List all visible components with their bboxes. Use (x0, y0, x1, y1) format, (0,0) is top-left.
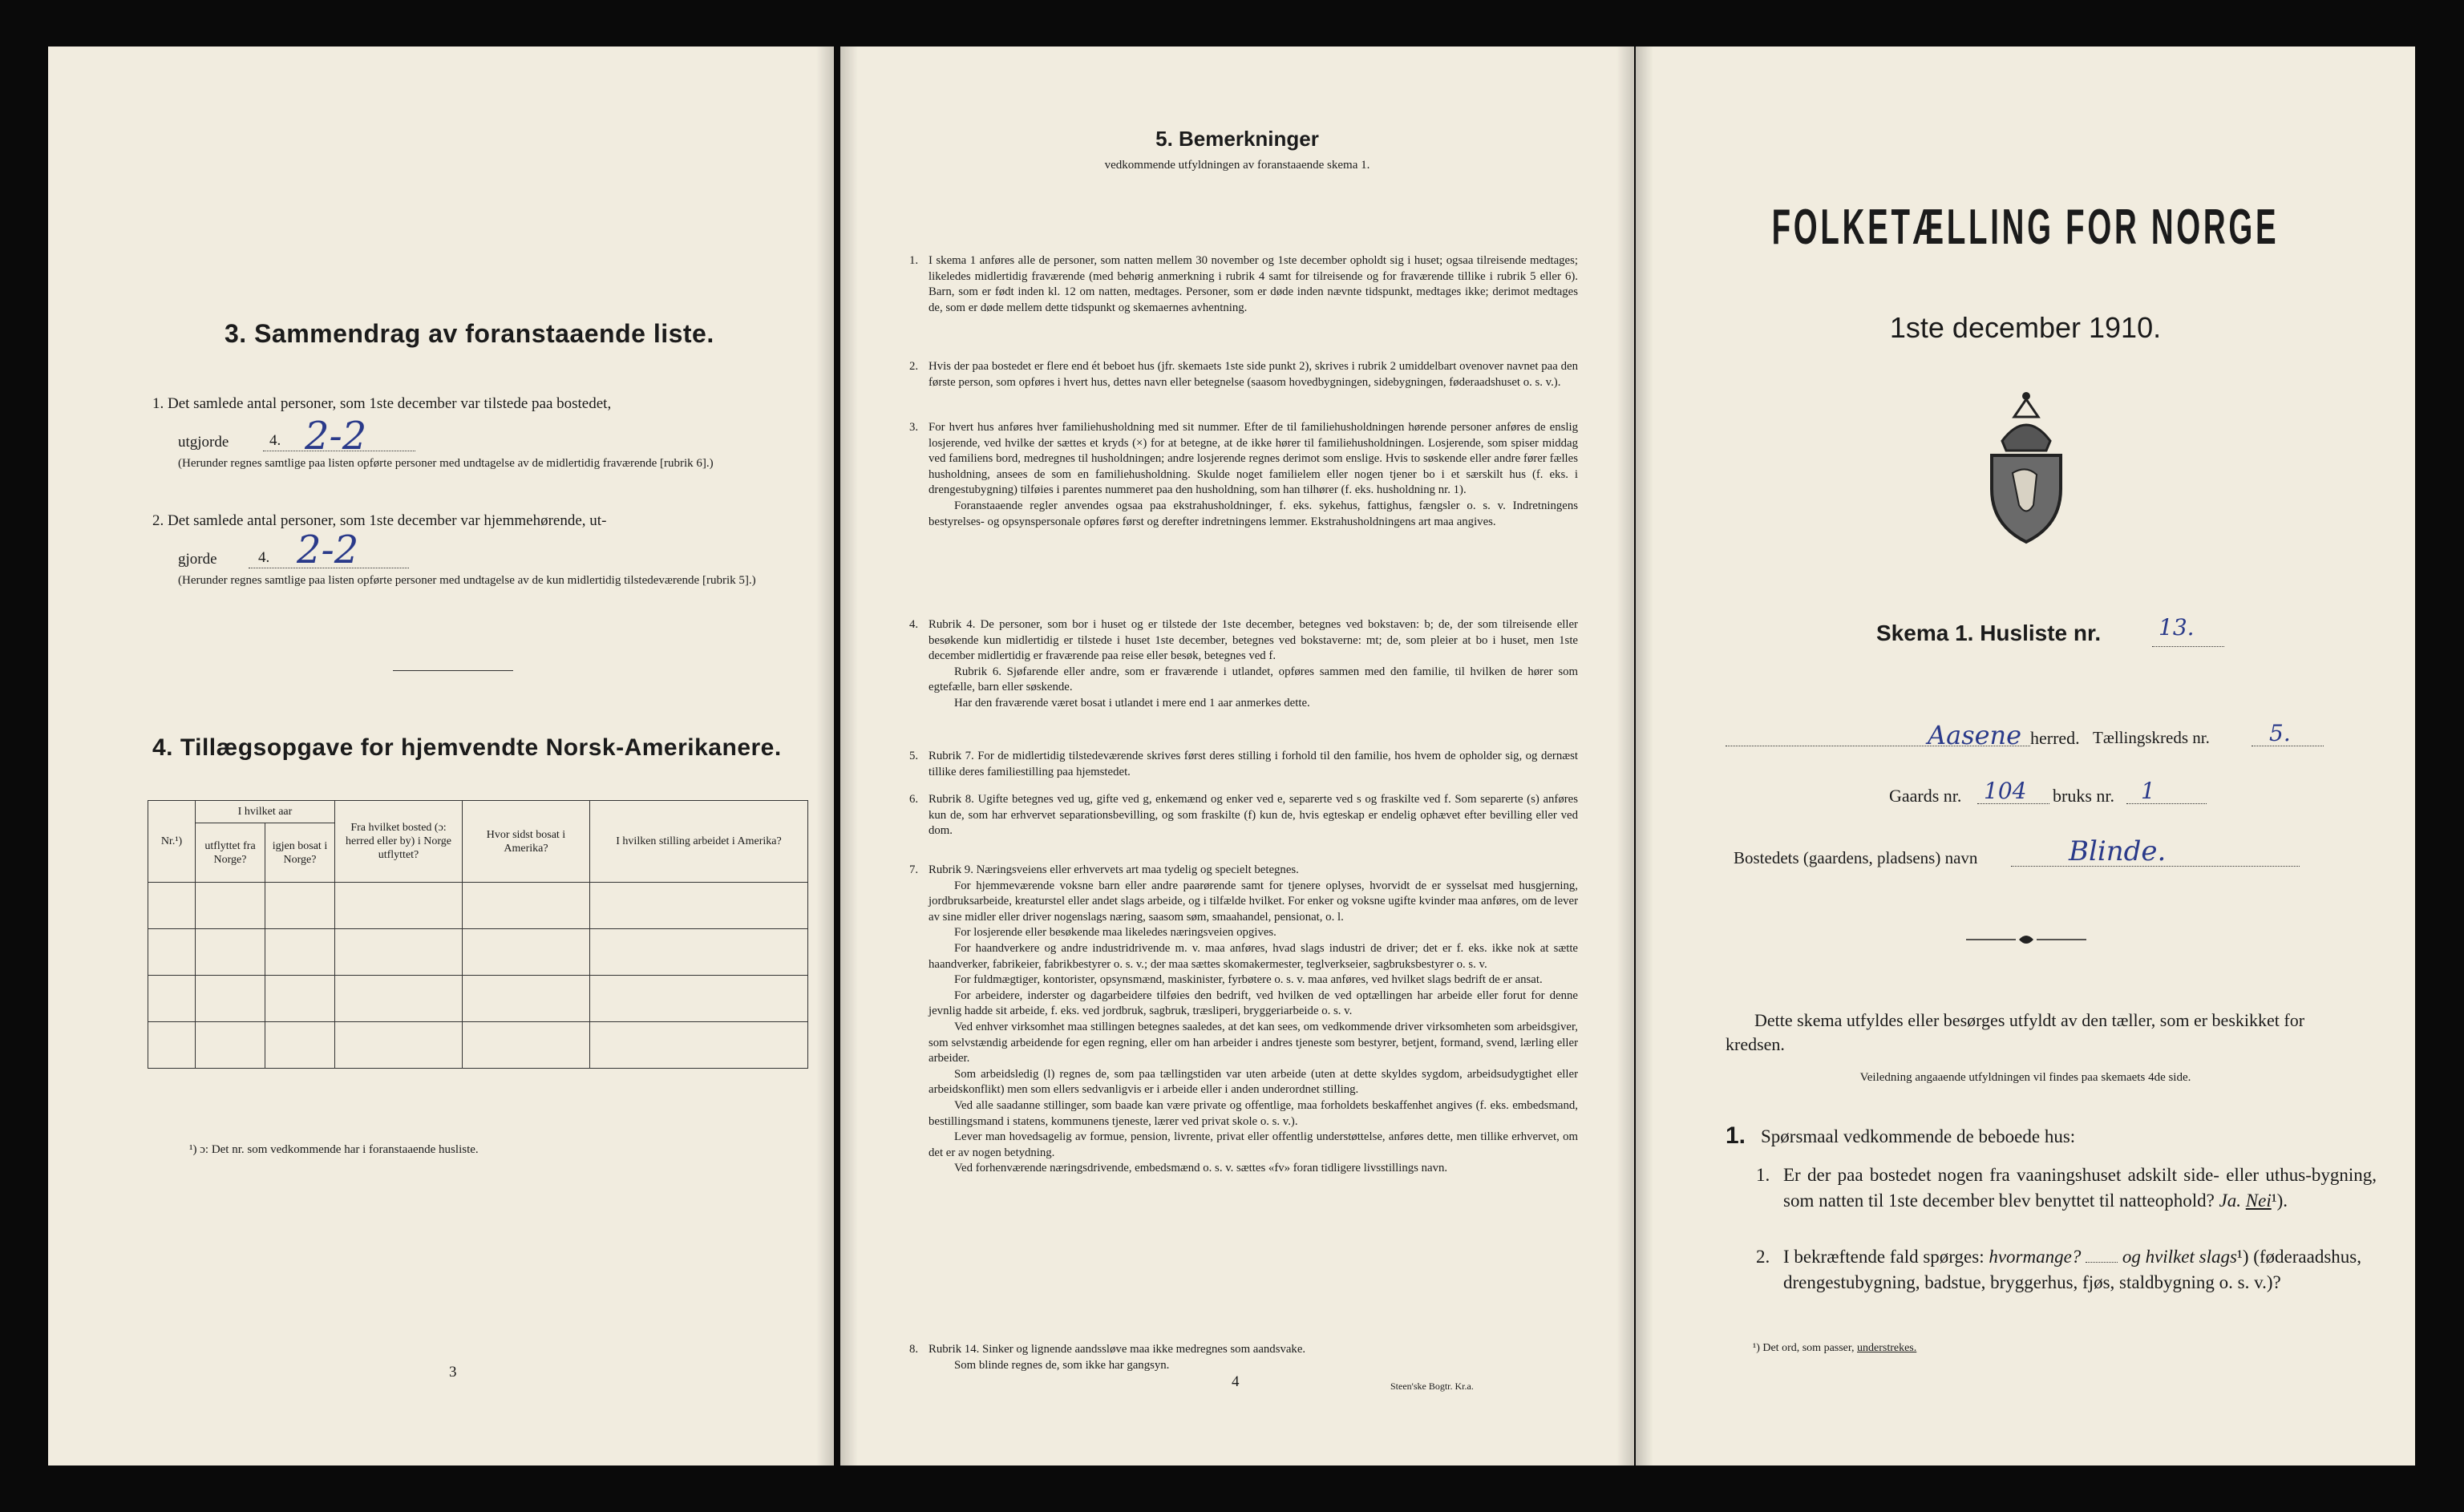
remark-paragraph: For haandverkere og andre industridrivende m. v. maa anføres, hvad slags industri de driver; det er f. eks. ikke nok at sætte haandverker, fabrikeier, fabrikbestyrer o. s. v.; der maa sættes skomakermester, teglverkseier, sagbruksbestyrer o. s. v. (929, 941, 1578, 971)
remark-item (909, 420, 1578, 530)
remark-paragraph: Rubrik 7. For de midlertidig tilstedeværende skrives først deres stilling i forhold til den familie, hos hvem de opholder sig, og dernæst tillike deres familiestilling paa hjemstedet. (929, 750, 1578, 778)
table-footnote: ¹) ɔ: Det nr. som vedkommende har i foranstaaende husliste. (189, 1143, 479, 1156)
remark-item (909, 749, 1578, 780)
question-2-fill-line (2086, 1262, 2118, 1263)
remark-number: 7. (909, 863, 919, 876)
remark-paragraph: Rubrik 6. Sjøfarende eller andre, som er fraværende i utlandet, opføres sammen med den familie, til hvilken de hører som egtefælle, barn eller søskende. (929, 665, 1578, 694)
remark-number: 6. (909, 793, 919, 806)
remark-paragraph: Rubrik 8. Ugifte betegnes ved ug, gifte ved g, enkemænd og enker ved e, separerte ved s og fraskilte ved f. Som separerte (s) anføres kun de, som har erhvervet separationsbevilling, og som fraskilte (f) kun de, hvis egteskap er endelig ophævet efter bevilling eller ved dom. (929, 793, 1578, 838)
remark-number: 8. (909, 1343, 919, 1356)
bruks-fill-line (2126, 803, 2207, 804)
notice-guidance: Veiledning angaaende utfyldningen vil findes paa skemaets 4de side. (1859, 1071, 2191, 1084)
remark-paragraph: For losjerende eller besøkende maa likeledes næringsveien opgives. (954, 926, 1277, 940)
summary-item-2-note: (Herunder regnes samtlige paa listen opførte personer med undtagelse av de kun midlertidig tilstedeværende [rubrik 5].) (178, 574, 756, 587)
kreds-value: 5. (2269, 720, 2291, 746)
page-number-middle: 4 (1232, 1373, 1240, 1390)
question-section-title: Spørsmaal vedkommende de beboede hus: (1761, 1126, 2076, 1146)
page-fold-shadow (1636, 46, 1653, 1466)
table-header-utflyttet: utflyttet fra Norge? (196, 823, 265, 883)
section-divider (393, 670, 513, 671)
bosted-label: Bostedets (gaardens, pladsens) navn (1734, 848, 1978, 867)
remark-paragraph: Som blinde regnes de, som ikke har gangsyn. (954, 1358, 1170, 1372)
norsk-amerikanere-table (148, 800, 808, 1069)
summary-item-2-prefix: gjorde (178, 551, 217, 568)
coat-of-arms-icon (1966, 385, 2086, 545)
bruks-value: 1 (2141, 778, 2155, 804)
gaards-label: Gaards nr. (1889, 786, 1962, 806)
remark-number: 2. (909, 360, 919, 373)
remark-paragraph: Ved forhenværende næringsdrivende, embedsmænd o. s. v. sættes «fv» foran tidligere livsstillings navn. (954, 1162, 1448, 1175)
question-1-block (1783, 1162, 2377, 1214)
remarks-title: 5. Bemerkninger (1155, 127, 1319, 151)
question-2-og: og hvilket slags (2122, 1247, 2237, 1267)
summary-item-1-note: (Herunder regnes samtlige paa listen opførte personer med undtagelse av de midlertidig fraværende [rubrik 6].) (178, 457, 714, 470)
question-1-sup: ¹). (2271, 1191, 2288, 1211)
remark-item (909, 1342, 1578, 1373)
kreds-label: Tællingskreds nr. (2093, 728, 2210, 747)
remark-paragraph: Foranstaaende regler anvendes ogsaa paa ekstrahusholdninger, f. eks. sykehus, fattighus, fængsler o. s. v. Indretningens bestyrelses- og opsynspersonale opføres først og derefter indretningens lemmer. Ekstrahusholdningens art maa angives. (929, 499, 1578, 528)
page-number-left: 3 (449, 1364, 457, 1381)
remark-item (909, 617, 1578, 712)
table-header-stilling: I hvilken stilling arbeidet i Amerika? (590, 801, 808, 883)
question-2-sup: ¹) (2236, 1247, 2249, 1267)
remark-item (909, 792, 1578, 839)
section-4-title: 4. Tillægsopgave for hjemvendte Norsk-Amerikanere. (152, 734, 782, 761)
remark-paragraph: Hvis der paa bostedet er flere end ét beboet hus (jfr. skemaets 1ste side punkt 2), skrives i rubrik 2 umiddelbart ovenover navnet paa den første person, som opføres i hvert hus, dettes navn eller betegnelse (saasom hovedbygningen, sidebygningen, føderaadshuset o. s. v.). (929, 360, 1578, 389)
herred-value: Aasene (1928, 720, 2022, 750)
question-1-nei: Nei (2245, 1191, 2272, 1211)
remark-paragraph: For fuldmægtiger, kontorister, opsynsmænd, maskinister, fyrbøtere o. s. v. maa anføres, ved hvilket slags bedrift de er ansat. (954, 973, 1543, 987)
document-title: FOLKETÆLLING FOR NORGE (1771, 200, 2280, 255)
summary-item-1-value: 4. (269, 432, 281, 449)
table-header-group: I hvilket aar (196, 801, 335, 823)
page-right (1636, 46, 2415, 1466)
page-fold-shadow (840, 46, 858, 1466)
remark-item (909, 253, 1578, 316)
footnote-right (1753, 1342, 1916, 1355)
table-row (148, 976, 808, 1022)
question-2-prefix: I bekræftende fald spørges: (1783, 1247, 1985, 1267)
remark-paragraph: Har den fraværende været bosat i utlandet i mere end 1 aar anmerkes dette. (954, 696, 1310, 710)
remark-paragraph: Rubrik 9. Næringsveiens eller erhvervets art maa tydelig og specielt betegnes. (929, 863, 1299, 876)
question-section-number: 1. (1726, 1122, 1746, 1149)
summary-item-2-value: 4. (258, 549, 270, 566)
remark-paragraph: For hvert hus anføres hver familiehusholdning med sit nummer. Efter de til familiehusholdningen hørende personer anføres de enslig losjerende, ved hvilke der sættes et kryds (×) for at betegne, at de ikke hører til familiehusholdningen. Losjerende, som spiser middag ved familiens bord, medregnes til husholdningen; andre losjerende regnes derimot som enslige. Hvis to søskende eller andre fører fælles husholdning, ansees de som en familiehusholdning. Skulde noget familielem eller nogen tjener bo i et særskilt hus (f. eks. i drengestubygning) tilføies i parentes nummeret paa den husholdning, som han tilhører (f. eks. husholdning nr. 1). (929, 421, 1578, 497)
skema-label: Skema 1. Husliste nr. (1876, 621, 2102, 645)
table-row (148, 929, 808, 976)
question-2-number: 2. (1756, 1247, 1770, 1267)
table-header-fra: Fra hvilket bosted (ɔ: herred eller by) i Norge utflyttet? (335, 801, 463, 883)
question-1-ja: Ja. (2219, 1191, 2242, 1211)
notice-text: Dette skema utfyldes eller besørges utfyldt av den tæller, som er beskikket for kredsen. (1726, 1010, 2305, 1054)
summary-item-1-handwritten: 2-2 (305, 414, 367, 459)
remark-paragraph: Ved enhver virksomhet maa stillingen betegnes saaledes, at det kan sees, om vedkommende driver virksomheten som arbeidsgiver, som selvstændig arbeidende for egen regning, eller om han arbeider i andres tjeneste som bestyrer, betjent, formand, svend, lærling eller arbeider. (929, 1020, 1578, 1065)
table-row (148, 883, 808, 929)
question-2-block (1783, 1244, 2377, 1296)
remark-number: 5. (909, 750, 919, 762)
remark-paragraph: Ved alle saadanne stillinger, som baade kan være private og offentlige, maa forholdets beskaffenhet angives (f. eks. embedsmand, bestillingsmand i statens, kommunens tjeneste, lærer ved privat skole o. s. v.). (929, 1098, 1578, 1128)
printer-imprint: Steen'ske Bogtr. Kr.a. (1390, 1381, 1474, 1392)
gaards-value: 104 (1984, 778, 2027, 804)
remark-item (909, 863, 1578, 1177)
husliste-number: 13. (2159, 614, 2195, 641)
herred-label: herred. (2030, 728, 2080, 748)
summary-item-1-prefix: utgjorde (178, 434, 229, 451)
table-header-igjen: igjen bosat i Norge? (265, 823, 335, 883)
bosted-value: Blinde. (2069, 835, 2167, 867)
husliste-fill-line (2152, 646, 2224, 647)
footnote-right-text: ¹) Det ord, som passer, (1753, 1342, 1855, 1354)
table-header-sidst: Hvor sidst bosat i Amerika? (463, 801, 590, 883)
remark-paragraph: For hjemmeværende voksne barn eller andre paarørende samt for tjenere oplyses, hvorvidt de er sysselsat med husgjerning, jordbruksarbeide, kreaturstel eller andet slags arbeide, og i tilfælde hvilket. For enker og voksne ugifte kvinder maa anføres, om de lever av sine midler eller driver nogenslags næring, saasom søm, smaahandel, pensionat, o. l. (929, 879, 1578, 924)
remark-number: 4. (909, 618, 919, 631)
page-middle (840, 46, 1634, 1466)
question-1-number: 1. (1756, 1165, 1770, 1185)
question-2-text: (føderaadshus, drengestubygning, badstue, bryggerhus, fjøs, staldbygning o. s. v.)? (1783, 1247, 2361, 1292)
bruks-label: bruks nr. (2053, 786, 2114, 806)
section-3-title: 3. Sammendrag av foranstaaende liste. (225, 319, 714, 348)
page-fold-shadow (1616, 46, 1634, 1466)
remark-paragraph: Rubrik 4. De personer, som bor i huset og er tilstede der 1ste december, betegnes ved bokstaven: b; de, der som tilreisende eller besøkende kun midlertidig er tilstede i huset 1ste december, betegnes ved bokstaverne: mt; de, som pleier at bo i huset, men 1ste december midlertidig er fraværende paa reise eller besøk, betegnes ved f. (929, 618, 1578, 663)
ornament-divider-icon (1966, 932, 2086, 948)
census-date: 1ste december 1910. (1889, 311, 2162, 344)
question-1-text: Er der paa bostedet nogen fra vaaningshuset adskilt side- eller uthus-bygning, som natten til 1ste december blev benyttet til natteophold? (1783, 1165, 2377, 1211)
remark-paragraph: Som arbeidsledig (l) regnes de, som paa tællingstiden var uten arbeide (uten at dette skyldes sygdom, arbeidsudygtighet eller arbeidskonflikt) men som ellers sedvanligvis er i arbeide eller i anden underordnet stilling. (929, 1067, 1578, 1097)
summary-item-2-text: 2. Det samlede antal personer, som 1ste december var hjemmehørende, ut- (152, 512, 607, 529)
table-row (148, 1022, 808, 1069)
remark-paragraph: Lever man hovedsagelig av formue, pension, livrente, privat eller offentlig understøttelse, anføres dette, men tillike erhvervet, om det er av nogen betydning. (929, 1130, 1578, 1159)
question-2-hvormange: hvormange? (1989, 1247, 2082, 1267)
remark-number: 1. (909, 254, 919, 267)
summary-item-2-handwritten: 2-2 (297, 528, 359, 572)
table-header-nr: Nr.¹) (148, 801, 196, 883)
summary-item-1-text: 1. Det samlede antal personer, som 1ste december var tilstede paa bostedet, (152, 395, 612, 412)
remark-paragraph: I skema 1 anføres alle de personer, som natten mellem 30 november og 1ste december opholdt sig i huset; ogsaa tilreisende medtages; likeledes midlertidig fraværende (med behørig anmerkning i rubrik 4 samt for tilreisende og for fraværende tillike i rubrik 5 eller 6). Barn, som er født inden kl. 12 om natten, medtages. Personer, som er døde inden nævnte tidspunkt, medtages ikke; derimot medtages de, som er døde mellem dette tidspunkt og skemaernes avhentning. (929, 254, 1578, 314)
remark-number: 3. (909, 421, 919, 434)
footnote-right-underlined: understrekes. (1857, 1342, 1917, 1354)
remark-paragraph: For arbeidere, inderster og dagarbeidere tilføies den bedrift, ved hvilken de ved optællingen har arbeide eller forut for denne jevnlig hadde sit arbeide, f. eks. ved jordbruk, sagbruk, træsliperi, bryggeriarbeide o. s. v. (929, 988, 1578, 1018)
remark-item (909, 359, 1578, 390)
page-left (48, 46, 834, 1466)
remark-paragraph: Rubrik 14. Sinker og lignende aandssløve maa ikke medregnes som aandsvake. (929, 1343, 1306, 1356)
remarks-subtitle: vedkommende utfyldningen av foranstaaende skema 1. (1104, 159, 1370, 172)
